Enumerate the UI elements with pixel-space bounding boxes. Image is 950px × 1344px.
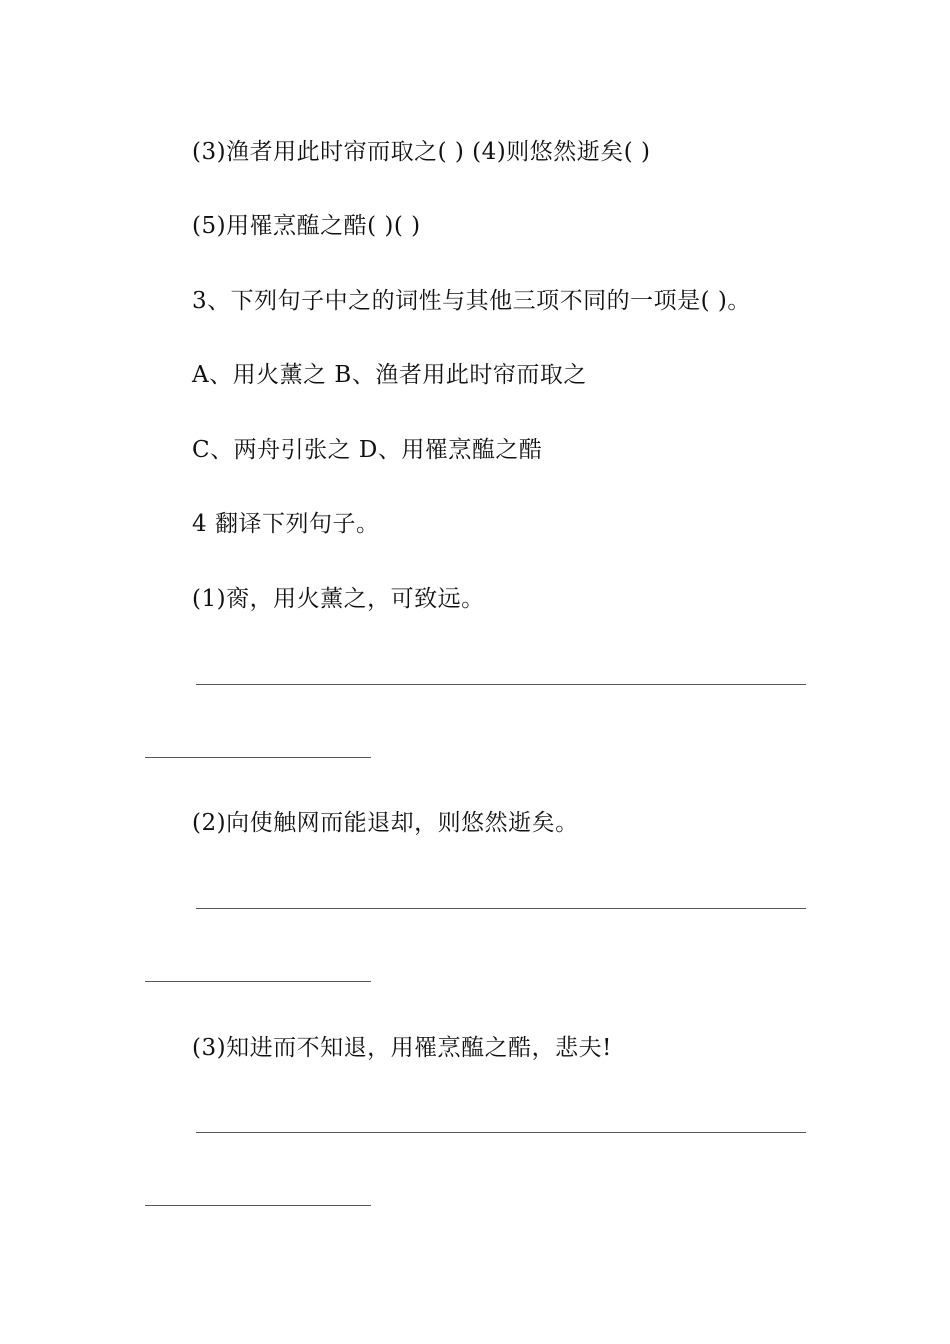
answer-line-3b [145,1205,371,1206]
answer-line-2a [196,908,806,909]
question-4-sentence-1: (1)脔，用火薰之，可致远。 [192,586,485,612]
question-4-sentence-3: (3)知进而不知退，用罹烹醢之酷，悲夫! [192,1035,612,1061]
question-3-options-c-d: C、两舟引张之 D、用罹烹醢之酷 [192,437,543,463]
question-4-sentence-2: (2)向使触网而能退却，则悠然逝矣。 [192,810,579,836]
answer-line-2b [145,981,371,982]
answer-line-3a [196,1132,806,1133]
question-2-item-5: (5)用罹烹醢之酷( )( ) [192,213,421,239]
question-4-prompt: 4 翻译下列句子。 [192,511,380,537]
answer-line-1a [196,684,806,685]
question-2-item-3-4: (3)渔者用此时帘而取之( ) (4)则悠然逝矣( ) [192,139,651,165]
question-3-prompt: 3、下列句子中之的词性与其他三项不同的一项是( )。 [192,288,751,314]
answer-line-1b [145,757,371,758]
question-3-options-a-b: A、用火薰之 B、渔者用此时帘而取之 [192,362,587,388]
